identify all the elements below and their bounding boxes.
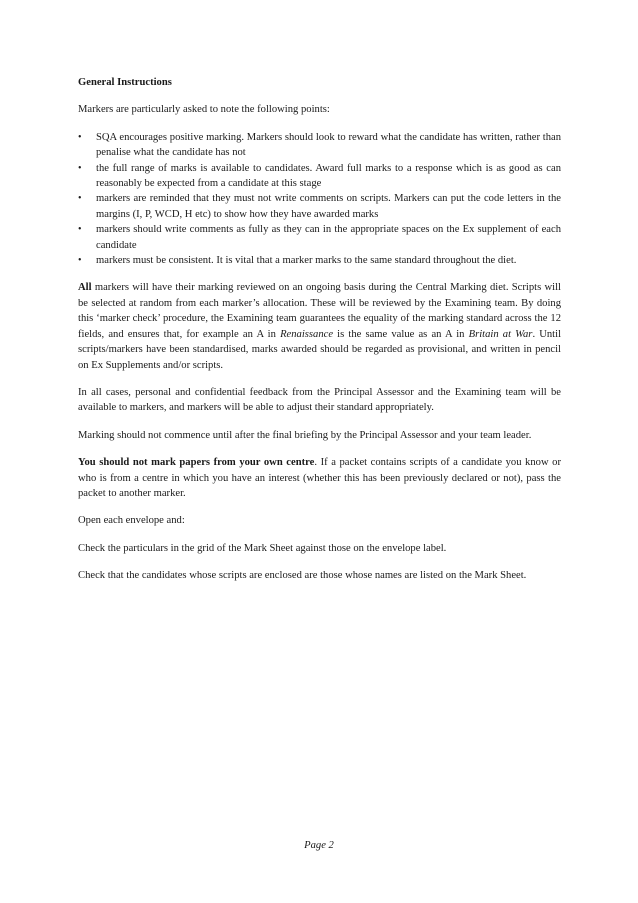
central-text-3: . Until scripts/markers have been standardised, marks awarded should be regarded as provisional, and written in pencil on Ex Supplements and/or scripts. (78, 328, 562, 371)
own-centre-warning: You should not mark papers from your own centre (78, 457, 315, 469)
list-item-text: SQA encourages positive marking. Markers should look to reward what the candidate has written, rather than penalise what the candidate has not (96, 131, 561, 159)
emphasis-all: All (78, 282, 92, 294)
central-text-2: is the same value as an A in (333, 328, 469, 340)
bullet-icon: • (78, 193, 82, 205)
own-centre-text: . If a packet contains scripts of a candidate you know or who is from a centre in which you have an interest (whether this has been previously declared or not), pass the packet to another marker. (78, 457, 561, 499)
list-item (78, 130, 561, 161)
central-text-1: markers will have their marking reviewed on an ongoing basis during the Central Marking diet. Scripts will be selected at random from each marker’s allocation. These will be reviewed by the Examining team. By doing this ‘marker check’ procedure, the Examining team guarantees the equality of the marking standard across the 12 fields, and ensures that, for example an A in (78, 282, 561, 340)
bullet-icon: • (78, 255, 82, 267)
list-item-text: markers must be consistent. It is vital that a marker marks to the same standard throughout the diet. (96, 255, 517, 267)
briefing-paragraph: Marking should not commence until after the final briefing by the Principal Assessor and your team leader. (78, 429, 532, 441)
document-body (78, 75, 561, 596)
own-centre-paragraph (78, 455, 561, 501)
envelope-paragraph: Open each envelope and: (78, 515, 185, 527)
page-number: Page 2 (304, 840, 334, 851)
instructions-list (78, 130, 561, 269)
list-item-text: markers should write comments as fully as they can in the appropriate spaces on the Ex supplement of each candidate (96, 224, 561, 251)
list-item-text: markers are reminded that they must not write comments on scripts. Markers can put the code letters in the margins (I, P, WCD, H etc) to show how they have awarded marks (96, 193, 561, 220)
central-marking-paragraph (78, 280, 561, 372)
bullet-icon: • (78, 131, 82, 143)
list-item (78, 222, 561, 253)
bullet-icon: • (78, 162, 82, 174)
candidates-paragraph: Check that the candidates whose scripts are enclosed are those whose names are listed on the Mark Sheet. (78, 570, 527, 582)
particulars-paragraph: Check the particulars in the grid of the Mark Sheet against those on the envelope label. (78, 542, 447, 554)
feedback-paragraph: In all cases, personal and confidential feedback from the Principal Assessor and the Examining team will be available to markers, and markers will be able to adjust their standard appropriately. (78, 386, 561, 414)
list-item (78, 253, 561, 268)
subject-britain-at-war: Britain at War (468, 328, 533, 340)
subject-renaissance: Renaissance (280, 328, 334, 340)
list-item (78, 191, 561, 222)
list-item-text: the full range of marks is available to candidates. Award full marks to a response which is as good as can reasonably be expected from a candidate at this stage (96, 162, 561, 190)
intro-paragraph: Markers are particularly asked to note the following points: (78, 104, 330, 116)
section-heading: General Instructions (78, 77, 172, 88)
list-item (78, 161, 561, 192)
bullet-icon: • (78, 224, 82, 236)
